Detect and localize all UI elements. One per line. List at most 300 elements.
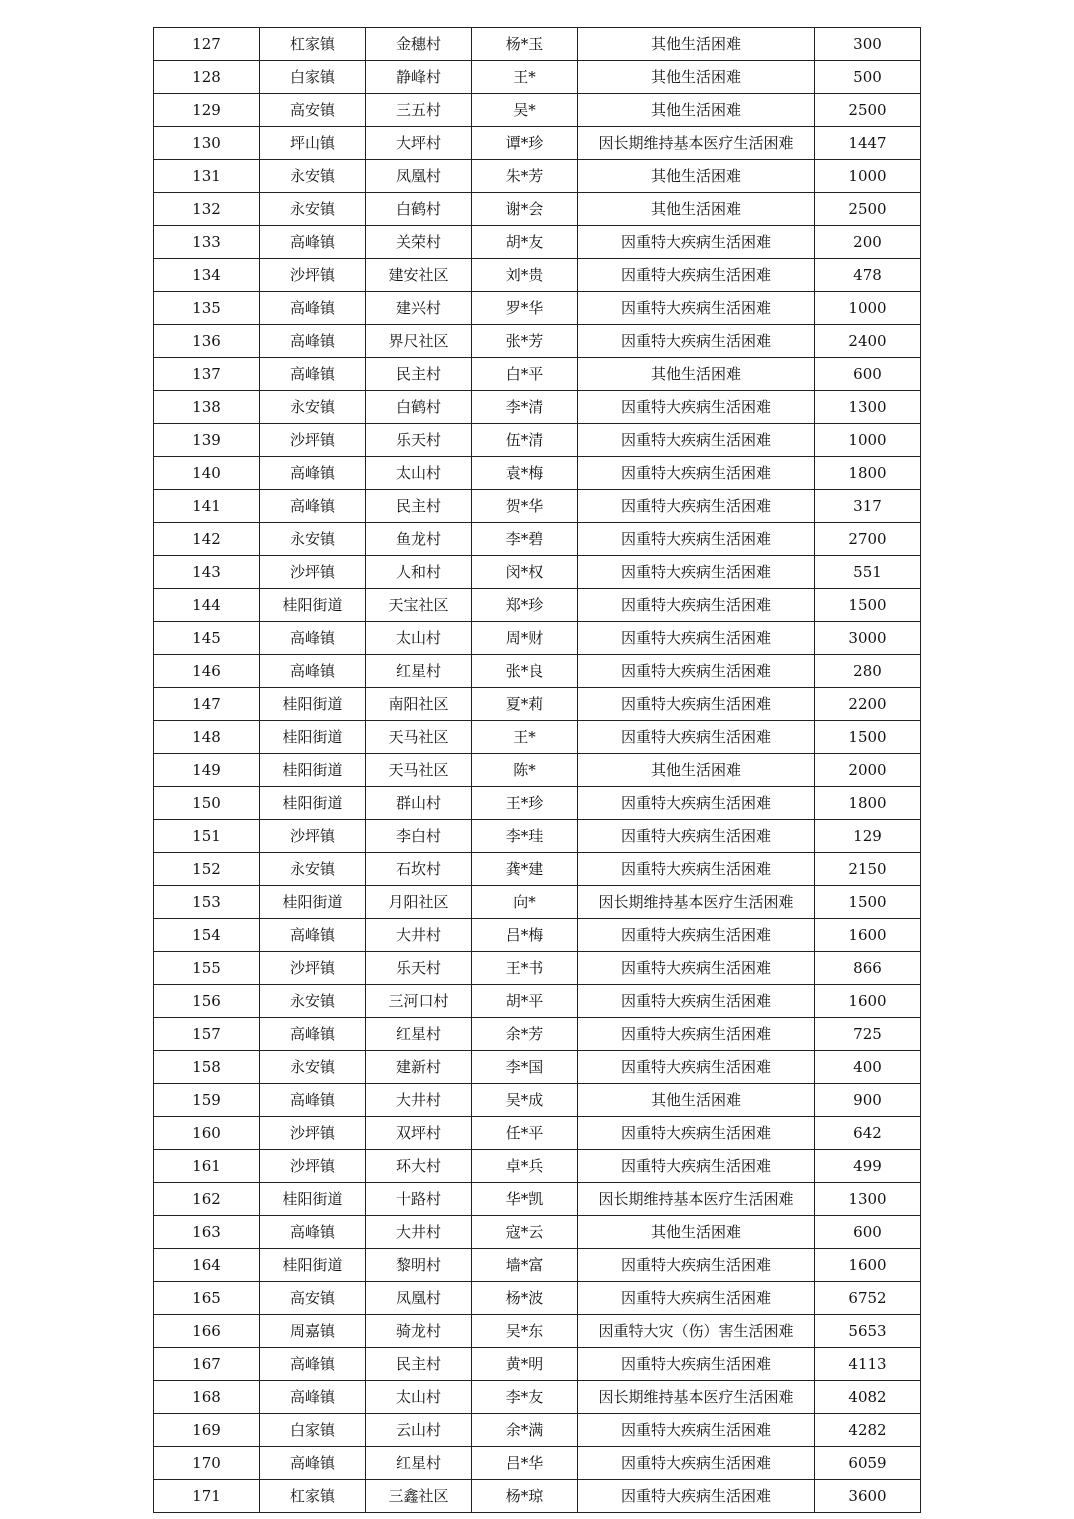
amount-cell: 866 (815, 952, 921, 985)
table-row (154, 1414, 921, 1447)
table-row (154, 820, 921, 853)
town-cell: 杠家镇 (260, 28, 366, 61)
reason-cell: 因重特大疾病生活困难 (578, 1051, 815, 1084)
name-cell: 李*珪 (472, 820, 578, 853)
reason-cell: 因重特大疾病生活困难 (578, 1249, 815, 1282)
reason-cell: 其他生活困难 (578, 358, 815, 391)
table-row (154, 1018, 921, 1051)
village-cell: 民主村 (366, 490, 472, 523)
name-cell: 张*良 (472, 655, 578, 688)
table-row (154, 94, 921, 127)
row-number-cell: 168 (154, 1381, 260, 1414)
amount-cell: 1300 (815, 391, 921, 424)
amount-cell: 6752 (815, 1282, 921, 1315)
village-cell: 骑龙村 (366, 1315, 472, 1348)
amount-cell: 317 (815, 490, 921, 523)
reason-cell: 因重特大疾病生活困难 (578, 523, 815, 556)
reason-cell: 因重特大疾病生活困难 (578, 985, 815, 1018)
amount-cell: 2150 (815, 853, 921, 886)
town-cell: 高峰镇 (260, 1084, 366, 1117)
village-cell: 鱼龙村 (366, 523, 472, 556)
table-row (154, 193, 921, 226)
village-cell: 李白村 (366, 820, 472, 853)
reason-cell: 因重特大疾病生活困难 (578, 325, 815, 358)
town-cell: 沙坪镇 (260, 424, 366, 457)
table-row (154, 490, 921, 523)
amount-cell: 1000 (815, 292, 921, 325)
reason-cell: 因重特大疾病生活困难 (578, 1018, 815, 1051)
amount-cell: 1600 (815, 985, 921, 1018)
row-number-cell: 155 (154, 952, 260, 985)
town-cell: 桂阳街道 (260, 721, 366, 754)
name-cell: 李*国 (472, 1051, 578, 1084)
table-row (154, 1348, 921, 1381)
village-cell: 大井村 (366, 919, 472, 952)
name-cell: 胡*平 (472, 985, 578, 1018)
amount-cell: 1000 (815, 424, 921, 457)
town-cell: 桂阳街道 (260, 886, 366, 919)
reason-cell: 其他生活困难 (578, 1084, 815, 1117)
table-row (154, 1051, 921, 1084)
village-cell: 金穗村 (366, 28, 472, 61)
amount-cell: 280 (815, 655, 921, 688)
town-cell: 沙坪镇 (260, 1117, 366, 1150)
village-cell: 大井村 (366, 1084, 472, 1117)
row-number-cell: 138 (154, 391, 260, 424)
amount-cell: 2000 (815, 754, 921, 787)
amount-cell: 2200 (815, 688, 921, 721)
table-row (154, 1447, 921, 1480)
name-cell: 吴*东 (472, 1315, 578, 1348)
name-cell: 郑*珍 (472, 589, 578, 622)
village-cell: 白鹤村 (366, 193, 472, 226)
row-number-cell: 130 (154, 127, 260, 160)
name-cell: 王*书 (472, 952, 578, 985)
name-cell: 华*凯 (472, 1183, 578, 1216)
table-row (154, 226, 921, 259)
row-number-cell: 139 (154, 424, 260, 457)
row-number-cell: 153 (154, 886, 260, 919)
row-number-cell: 147 (154, 688, 260, 721)
reason-cell: 因重特大疾病生活困难 (578, 1480, 815, 1513)
village-cell: 云山村 (366, 1414, 472, 1447)
amount-cell: 600 (815, 1216, 921, 1249)
village-cell: 石坎村 (366, 853, 472, 886)
row-number-cell: 144 (154, 589, 260, 622)
village-cell: 天宝社区 (366, 589, 472, 622)
town-cell: 永安镇 (260, 391, 366, 424)
village-cell: 太山村 (366, 457, 472, 490)
row-number-cell: 148 (154, 721, 260, 754)
reason-cell: 因重特大疾病生活困难 (578, 820, 815, 853)
village-cell: 人和村 (366, 556, 472, 589)
town-cell: 白家镇 (260, 1414, 366, 1447)
amount-cell: 2400 (815, 325, 921, 358)
name-cell: 寇*云 (472, 1216, 578, 1249)
name-cell: 伍*清 (472, 424, 578, 457)
row-number-cell: 163 (154, 1216, 260, 1249)
village-cell: 太山村 (366, 622, 472, 655)
table-row (154, 1282, 921, 1315)
name-cell: 陈* (472, 754, 578, 787)
row-number-cell: 152 (154, 853, 260, 886)
reason-cell: 因重特大疾病生活困难 (578, 226, 815, 259)
amount-cell: 1300 (815, 1183, 921, 1216)
reason-cell: 因重特大疾病生活困难 (578, 919, 815, 952)
town-cell: 高安镇 (260, 1282, 366, 1315)
row-number-cell: 150 (154, 787, 260, 820)
table-row (154, 1117, 921, 1150)
town-cell: 高峰镇 (260, 1447, 366, 1480)
row-number-cell: 167 (154, 1348, 260, 1381)
row-number-cell: 159 (154, 1084, 260, 1117)
table-row (154, 1249, 921, 1282)
row-number-cell: 156 (154, 985, 260, 1018)
town-cell: 坪山镇 (260, 127, 366, 160)
reason-cell: 因重特大疾病生活困难 (578, 589, 815, 622)
town-cell: 沙坪镇 (260, 820, 366, 853)
table-row (154, 886, 921, 919)
table-row (154, 556, 921, 589)
amount-cell: 129 (815, 820, 921, 853)
amount-cell: 2500 (815, 193, 921, 226)
reason-cell: 其他生活困难 (578, 160, 815, 193)
amount-cell: 1800 (815, 457, 921, 490)
amount-cell: 1500 (815, 589, 921, 622)
village-cell: 界尺社区 (366, 325, 472, 358)
town-cell: 高峰镇 (260, 358, 366, 391)
town-cell: 高峰镇 (260, 490, 366, 523)
amount-cell: 600 (815, 358, 921, 391)
village-cell: 黎明村 (366, 1249, 472, 1282)
village-cell: 月阳社区 (366, 886, 472, 919)
name-cell: 罗*华 (472, 292, 578, 325)
table-row (154, 655, 921, 688)
table-row (154, 1315, 921, 1348)
amount-cell: 500 (815, 61, 921, 94)
row-number-cell: 157 (154, 1018, 260, 1051)
table-row (154, 1216, 921, 1249)
amount-cell: 499 (815, 1150, 921, 1183)
town-cell: 沙坪镇 (260, 1150, 366, 1183)
town-cell: 高峰镇 (260, 1216, 366, 1249)
village-cell: 天马社区 (366, 754, 472, 787)
town-cell: 永安镇 (260, 160, 366, 193)
name-cell: 黄*明 (472, 1348, 578, 1381)
reason-cell: 其他生活困难 (578, 1216, 815, 1249)
reason-cell: 因重特大灾（伤）害生活困难 (578, 1315, 815, 1348)
town-cell: 桂阳街道 (260, 1183, 366, 1216)
name-cell: 吕*华 (472, 1447, 578, 1480)
table-row (154, 1381, 921, 1414)
reason-cell: 因重特大疾病生活困难 (578, 1414, 815, 1447)
reason-cell: 因长期维持基本医疗生活困难 (578, 127, 815, 160)
amount-cell: 478 (815, 259, 921, 292)
reason-cell: 因重特大疾病生活困难 (578, 952, 815, 985)
reason-cell: 其他生活困难 (578, 193, 815, 226)
name-cell: 谢*会 (472, 193, 578, 226)
town-cell: 高峰镇 (260, 292, 366, 325)
name-cell: 袁*梅 (472, 457, 578, 490)
amount-cell: 300 (815, 28, 921, 61)
amount-cell: 4282 (815, 1414, 921, 1447)
table-body (154, 28, 921, 1513)
amount-cell: 642 (815, 1117, 921, 1150)
table-row (154, 1150, 921, 1183)
table-row (154, 853, 921, 886)
amount-cell: 2500 (815, 94, 921, 127)
town-cell: 高峰镇 (260, 1381, 366, 1414)
row-number-cell: 135 (154, 292, 260, 325)
name-cell: 墙*富 (472, 1249, 578, 1282)
village-cell: 红星村 (366, 1018, 472, 1051)
village-cell: 建安社区 (366, 259, 472, 292)
row-number-cell: 169 (154, 1414, 260, 1447)
table-row (154, 292, 921, 325)
town-cell: 高峰镇 (260, 457, 366, 490)
amount-cell: 2700 (815, 523, 921, 556)
row-number-cell: 151 (154, 820, 260, 853)
reason-cell: 其他生活困难 (578, 754, 815, 787)
amount-cell: 6059 (815, 1447, 921, 1480)
row-number-cell: 128 (154, 61, 260, 94)
village-cell: 大坪村 (366, 127, 472, 160)
town-cell: 桂阳街道 (260, 787, 366, 820)
amount-cell: 1447 (815, 127, 921, 160)
reason-cell: 因重特大疾病生活困难 (578, 1282, 815, 1315)
reason-cell: 因重特大疾病生活困难 (578, 1150, 815, 1183)
amount-cell: 725 (815, 1018, 921, 1051)
table-row (154, 457, 921, 490)
village-cell: 天马社区 (366, 721, 472, 754)
table-row (154, 127, 921, 160)
town-cell: 白家镇 (260, 61, 366, 94)
name-cell: 刘*贵 (472, 259, 578, 292)
village-cell: 民主村 (366, 358, 472, 391)
table-row (154, 358, 921, 391)
reason-cell: 因重特大疾病生活困难 (578, 490, 815, 523)
name-cell: 李*友 (472, 1381, 578, 1414)
amount-cell: 1500 (815, 721, 921, 754)
table-row (154, 61, 921, 94)
amount-cell: 1500 (815, 886, 921, 919)
village-cell: 白鹤村 (366, 391, 472, 424)
town-cell: 高峰镇 (260, 1018, 366, 1051)
reason-cell: 因重特大疾病生活困难 (578, 655, 815, 688)
name-cell: 夏*莉 (472, 688, 578, 721)
name-cell: 龚*建 (472, 853, 578, 886)
town-cell: 桂阳街道 (260, 1249, 366, 1282)
town-cell: 永安镇 (260, 853, 366, 886)
village-cell: 乐天村 (366, 952, 472, 985)
town-cell: 高峰镇 (260, 919, 366, 952)
town-cell: 永安镇 (260, 1051, 366, 1084)
reason-cell: 其他生活困难 (578, 94, 815, 127)
village-cell: 建新村 (366, 1051, 472, 1084)
town-cell: 杠家镇 (260, 1480, 366, 1513)
village-cell: 建兴村 (366, 292, 472, 325)
village-cell: 乐天村 (366, 424, 472, 457)
name-cell: 王*珍 (472, 787, 578, 820)
amount-cell: 3600 (815, 1480, 921, 1513)
reason-cell: 因重特大疾病生活困难 (578, 853, 815, 886)
row-number-cell: 170 (154, 1447, 260, 1480)
name-cell: 李*清 (472, 391, 578, 424)
name-cell: 周*财 (472, 622, 578, 655)
amount-cell: 5653 (815, 1315, 921, 1348)
amount-cell: 4113 (815, 1348, 921, 1381)
row-number-cell: 134 (154, 259, 260, 292)
table-row (154, 952, 921, 985)
row-number-cell: 171 (154, 1480, 260, 1513)
town-cell: 高峰镇 (260, 622, 366, 655)
reason-cell: 因重特大疾病生活困难 (578, 622, 815, 655)
name-cell: 卓*兵 (472, 1150, 578, 1183)
village-cell: 三五村 (366, 94, 472, 127)
reason-cell: 因长期维持基本医疗生活困难 (578, 1381, 815, 1414)
amount-cell: 1600 (815, 919, 921, 952)
name-cell: 王* (472, 721, 578, 754)
amount-cell: 900 (815, 1084, 921, 1117)
village-cell: 三鑫社区 (366, 1480, 472, 1513)
amount-cell: 551 (815, 556, 921, 589)
table-row (154, 787, 921, 820)
row-number-cell: 141 (154, 490, 260, 523)
row-number-cell: 161 (154, 1150, 260, 1183)
row-number-cell: 165 (154, 1282, 260, 1315)
town-cell: 高安镇 (260, 94, 366, 127)
reason-cell: 其他生活困难 (578, 61, 815, 94)
reason-cell: 因重特大疾病生活困难 (578, 391, 815, 424)
amount-cell: 400 (815, 1051, 921, 1084)
row-number-cell: 145 (154, 622, 260, 655)
reason-cell: 因重特大疾病生活困难 (578, 721, 815, 754)
village-cell: 关荣村 (366, 226, 472, 259)
village-cell: 十路村 (366, 1183, 472, 1216)
town-cell: 桂阳街道 (260, 688, 366, 721)
name-cell: 王* (472, 61, 578, 94)
village-cell: 红星村 (366, 655, 472, 688)
town-cell: 高峰镇 (260, 325, 366, 358)
reason-cell: 因重特大疾病生活困难 (578, 1447, 815, 1480)
name-cell: 白*平 (472, 358, 578, 391)
row-number-cell: 158 (154, 1051, 260, 1084)
name-cell: 李*碧 (472, 523, 578, 556)
village-cell: 静峰村 (366, 61, 472, 94)
row-number-cell: 160 (154, 1117, 260, 1150)
town-cell: 沙坪镇 (260, 952, 366, 985)
name-cell: 吴*成 (472, 1084, 578, 1117)
row-number-cell: 154 (154, 919, 260, 952)
amount-cell: 200 (815, 226, 921, 259)
village-cell: 凤凰村 (366, 160, 472, 193)
town-cell: 沙坪镇 (260, 556, 366, 589)
reason-cell: 因重特大疾病生活困难 (578, 556, 815, 589)
name-cell: 闵*权 (472, 556, 578, 589)
amount-cell: 4082 (815, 1381, 921, 1414)
amount-cell: 1800 (815, 787, 921, 820)
table-row (154, 1084, 921, 1117)
name-cell: 朱*芳 (472, 160, 578, 193)
row-number-cell: 133 (154, 226, 260, 259)
table-row (154, 160, 921, 193)
town-cell: 永安镇 (260, 985, 366, 1018)
table-row (154, 325, 921, 358)
row-number-cell: 164 (154, 1249, 260, 1282)
table-row (154, 589, 921, 622)
reason-cell: 因重特大疾病生活困难 (578, 787, 815, 820)
table-row (154, 523, 921, 556)
table-row (154, 424, 921, 457)
amount-cell: 1600 (815, 1249, 921, 1282)
table-row (154, 1183, 921, 1216)
reason-cell: 因重特大疾病生活困难 (578, 1348, 815, 1381)
table-row (154, 391, 921, 424)
village-cell: 民主村 (366, 1348, 472, 1381)
reason-cell: 因重特大疾病生活困难 (578, 259, 815, 292)
town-cell: 永安镇 (260, 523, 366, 556)
table-row (154, 622, 921, 655)
name-cell: 向* (472, 886, 578, 919)
reason-cell: 因重特大疾病生活困难 (578, 1117, 815, 1150)
town-cell: 周嘉镇 (260, 1315, 366, 1348)
table-row (154, 28, 921, 61)
row-number-cell: 143 (154, 556, 260, 589)
town-cell: 高峰镇 (260, 226, 366, 259)
table-row (154, 721, 921, 754)
row-number-cell: 131 (154, 160, 260, 193)
name-cell: 杨*琼 (472, 1480, 578, 1513)
town-cell: 桂阳街道 (260, 754, 366, 787)
table-row (154, 985, 921, 1018)
reason-cell: 因重特大疾病生活困难 (578, 424, 815, 457)
name-cell: 胡*友 (472, 226, 578, 259)
village-cell: 三河口村 (366, 985, 472, 1018)
village-cell: 群山村 (366, 787, 472, 820)
reason-cell: 因重特大疾病生活困难 (578, 457, 815, 490)
relief-recipient-table (153, 27, 921, 1513)
town-cell: 永安镇 (260, 193, 366, 226)
village-cell: 红星村 (366, 1447, 472, 1480)
village-cell: 凤凰村 (366, 1282, 472, 1315)
town-cell: 高峰镇 (260, 1348, 366, 1381)
reason-cell: 因重特大疾病生活困难 (578, 688, 815, 721)
village-cell: 南阳社区 (366, 688, 472, 721)
name-cell: 杨*波 (472, 1282, 578, 1315)
row-number-cell: 142 (154, 523, 260, 556)
village-cell: 太山村 (366, 1381, 472, 1414)
village-cell: 大井村 (366, 1216, 472, 1249)
row-number-cell: 149 (154, 754, 260, 787)
reason-cell: 因重特大疾病生活困难 (578, 292, 815, 325)
name-cell: 张*芳 (472, 325, 578, 358)
name-cell: 任*平 (472, 1117, 578, 1150)
name-cell: 吕*梅 (472, 919, 578, 952)
reason-cell: 其他生活困难 (578, 28, 815, 61)
reason-cell: 因长期维持基本医疗生活困难 (578, 886, 815, 919)
village-cell: 双坪村 (366, 1117, 472, 1150)
name-cell: 贺*华 (472, 490, 578, 523)
table-row (154, 754, 921, 787)
table-row (154, 1480, 921, 1513)
row-number-cell: 132 (154, 193, 260, 226)
name-cell: 余*芳 (472, 1018, 578, 1051)
name-cell: 杨*玉 (472, 28, 578, 61)
town-cell: 沙坪镇 (260, 259, 366, 292)
row-number-cell: 162 (154, 1183, 260, 1216)
row-number-cell: 146 (154, 655, 260, 688)
name-cell: 余*满 (472, 1414, 578, 1447)
